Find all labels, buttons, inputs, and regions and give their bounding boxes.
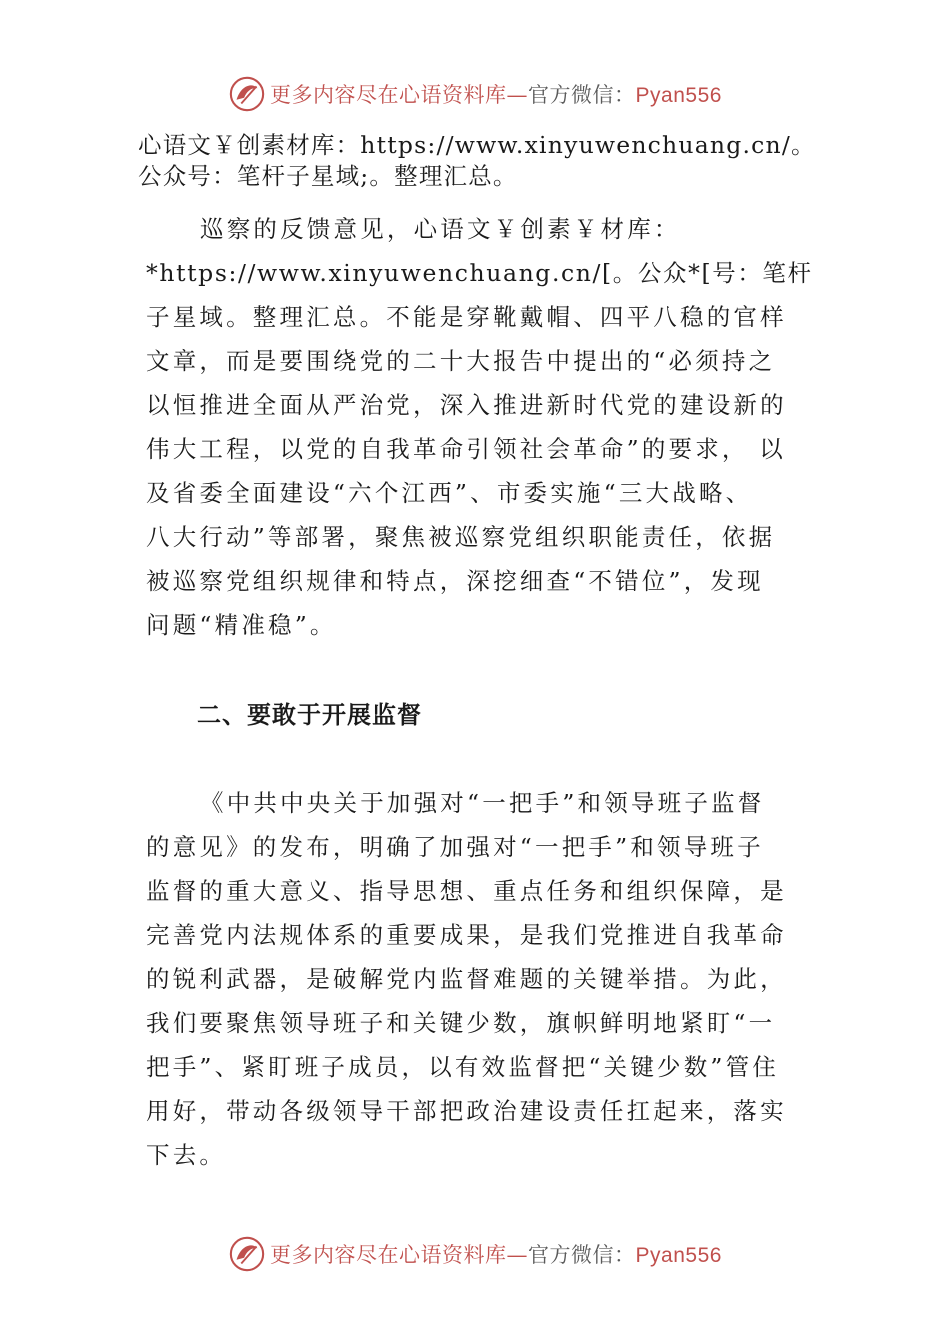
footer-banner-wechat: 官方微信： [528,1243,636,1267]
paragraph-line: 的锐利武器，是破解党内监督难题的关键举措。为此， [146,965,787,993]
paragraph-line: 子星域。整理汇总。不能是穿靴戴帽、四平八稳的官样 [146,303,787,331]
paragraph-line: 我们要聚焦领导班子和关键少数，旗帜鲜明地紧盯“一 [146,1009,776,1037]
paragraph-line: 的意见》的发布，明确了加强对“一把手”和领导班子 [146,833,764,861]
paragraph-line: 监督的重大意义、指导思想、重点任务和组织保障，是 [146,877,787,905]
paragraph-line: 巡察的反馈意见，心语文￥创素￥材库： [200,215,681,243]
footer-banner-main: 更多内容尽在心语资料库— [270,1243,529,1267]
section-heading: 二、要敢于开展监督 [197,701,422,729]
paragraph-line: 下去。 [146,1141,227,1169]
paragraph-line: 完善党内法规体系的重要成果，是我们党推进自我革命 [146,921,787,949]
paragraph-line: *https://www.xinyuwenchuang.cn/[。公众*[号：笔杆 [146,259,813,287]
paragraph-line: 文章，而是要围绕党的二十大报告中提出的“必须持之 [146,347,776,375]
paragraph-line: 问题“精准稳”。 [146,611,337,639]
logo-icon [228,1235,266,1273]
paragraph-line: 以恒推进全面从严治党，深入推进新时代党的建设新的 [146,391,787,419]
footer-banner [0,1232,950,1276]
paragraph-line: 把手”、紧盯班子成员，以有效监督把“关键少数”管住 [146,1053,780,1081]
paragraph-line: 《中共中央关于加强对“一把手”和领导班子监督 [200,789,765,817]
header-banner-text [270,79,722,109]
footer-banner-text [270,1239,722,1269]
paragraph-line: 伟大工程，以党的自我革命引领社会革命”的要求， 以 [146,435,786,463]
header-banner-wechat: 官方微信： [528,83,636,107]
paragraph-line: 及省委全面建设“六个江西”、市委实施“三大战略、 [146,479,753,507]
logo-icon [228,75,266,113]
header-banner-account: Pyan556 [635,84,722,107]
paragraph-line: 被巡察党组织规律和特点，深挖细查“不错位”，发现 [146,567,764,595]
source-line: 公众号：笔杆子星域;。整理汇总。 [138,162,518,190]
source-line: 心语文￥创素材库：https://www.xinyuwenchuang.cn/。 [138,131,816,159]
footer-banner-account: Pyan556 [635,1244,722,1267]
header-banner-main: 更多内容尽在心语资料库— [270,83,529,107]
header-banner [0,72,950,116]
paragraph-line: 八大行动”等部署，聚焦被巡察党组织职能责任，依据 [146,523,776,551]
paragraph-line: 用好，带动各级领导干部把政治建设责任扛起来，落实 [146,1097,787,1125]
